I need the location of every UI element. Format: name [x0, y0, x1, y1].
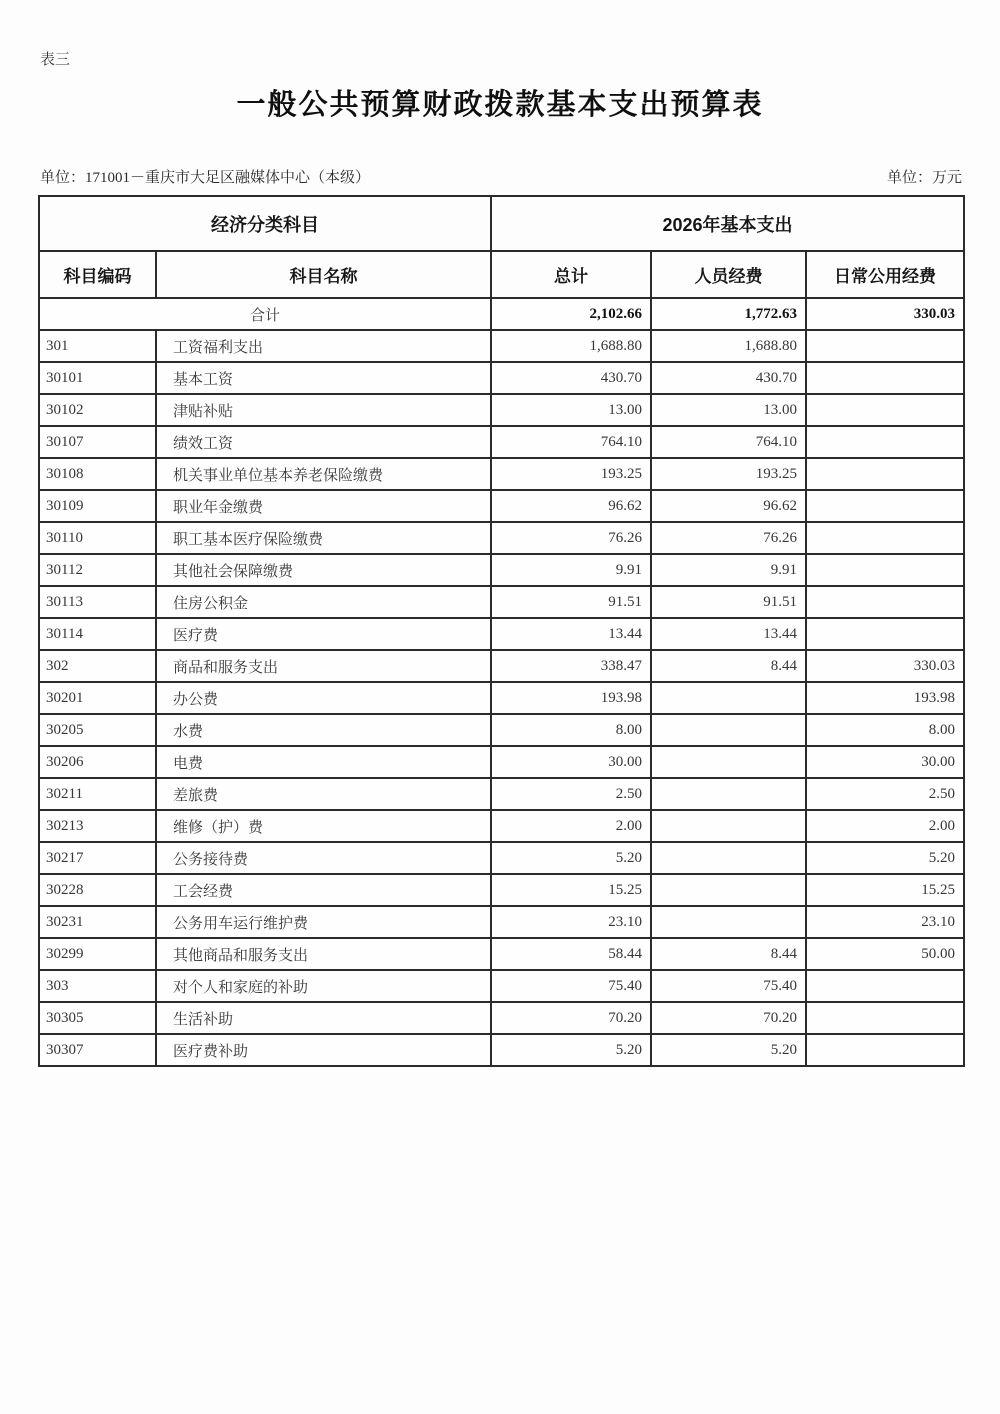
grand-total-row	[39, 298, 964, 330]
subject-code-cell: 302	[39, 650, 156, 682]
personnel-cell: 13.44	[651, 618, 806, 650]
table-row	[39, 1034, 964, 1066]
subject-name-cell: 机关事业单位基本养老保险缴费	[156, 458, 491, 490]
total-cell: 76.26	[491, 522, 651, 554]
personnel-cell	[651, 682, 806, 714]
column-header-subject-name: 科目名称	[156, 251, 491, 298]
table-row	[39, 330, 964, 362]
daily-cell: 5.20	[806, 842, 964, 874]
daily-cell	[806, 554, 964, 586]
personnel-cell: 9.91	[651, 554, 806, 586]
subject-code-cell: 30112	[39, 554, 156, 586]
subject-name-cell: 水费	[156, 714, 491, 746]
subject-name-cell: 其他商品和服务支出	[156, 938, 491, 970]
total-cell: 91.51	[491, 586, 651, 618]
total-cell: 75.40	[491, 970, 651, 1002]
subject-name-cell: 基本工资	[156, 362, 491, 394]
subject-code-cell: 30307	[39, 1034, 156, 1066]
daily-cell	[806, 458, 964, 490]
subject-name-cell: 公务接待费	[156, 842, 491, 874]
subject-name-cell: 维修（护）费	[156, 810, 491, 842]
subject-code-cell: 30217	[39, 842, 156, 874]
daily-cell: 193.98	[806, 682, 964, 714]
subject-name-cell: 医疗费	[156, 618, 491, 650]
header-economic-classification: 经济分类科目	[39, 196, 491, 251]
personnel-cell	[651, 714, 806, 746]
subject-name-cell: 绩效工资	[156, 426, 491, 458]
subject-name-cell: 医疗费补助	[156, 1034, 491, 1066]
personnel-cell	[651, 778, 806, 810]
daily-cell: 50.00	[806, 938, 964, 970]
subject-code-cell: 30113	[39, 586, 156, 618]
personnel-cell: 764.10	[651, 426, 806, 458]
subject-code-cell: 30231	[39, 906, 156, 938]
daily-cell	[806, 1034, 964, 1066]
personnel-cell	[651, 874, 806, 906]
total-cell: 5.20	[491, 842, 651, 874]
personnel-cell: 5.20	[651, 1034, 806, 1066]
daily-cell	[806, 490, 964, 522]
total-row-label: 合计	[39, 298, 491, 330]
personnel-cell: 193.25	[651, 458, 806, 490]
table-row	[39, 650, 964, 682]
total-cell: 23.10	[491, 906, 651, 938]
subject-name-cell: 对个人和家庭的补助	[156, 970, 491, 1002]
table-row	[39, 746, 964, 778]
subject-code-cell: 30211	[39, 778, 156, 810]
table-row	[39, 810, 964, 842]
daily-cell: 2.50	[806, 778, 964, 810]
table-row	[39, 874, 964, 906]
subject-name-cell: 工会经费	[156, 874, 491, 906]
total-cell: 9.91	[491, 554, 651, 586]
subject-name-cell: 其他社会保障缴费	[156, 554, 491, 586]
personnel-cell: 91.51	[651, 586, 806, 618]
table-row	[39, 394, 964, 426]
daily-cell	[806, 970, 964, 1002]
subject-code-cell: 30110	[39, 522, 156, 554]
subject-name-cell: 差旅费	[156, 778, 491, 810]
total-cell: 338.47	[491, 650, 651, 682]
subject-code-cell: 30201	[39, 682, 156, 714]
daily-cell	[806, 586, 964, 618]
daily-cell	[806, 426, 964, 458]
subject-name-cell: 津贴补贴	[156, 394, 491, 426]
personnel-cell: 76.26	[651, 522, 806, 554]
total-row-personnel-value: 1,772.63	[651, 298, 806, 330]
subject-code-cell: 30213	[39, 810, 156, 842]
subject-name-cell: 工资福利支出	[156, 330, 491, 362]
subject-name-cell: 商品和服务支出	[156, 650, 491, 682]
personnel-cell: 13.00	[651, 394, 806, 426]
personnel-cell	[651, 746, 806, 778]
table-row	[39, 906, 964, 938]
personnel-cell: 1,688.80	[651, 330, 806, 362]
subject-name-cell: 住房公积金	[156, 586, 491, 618]
column-header-subject-code: 科目编码	[39, 251, 156, 298]
budget-table	[38, 195, 965, 1067]
subject-name-cell: 办公费	[156, 682, 491, 714]
daily-cell: 8.00	[806, 714, 964, 746]
table-row	[39, 938, 964, 970]
total-cell: 2.50	[491, 778, 651, 810]
personnel-cell	[651, 810, 806, 842]
personnel-cell: 96.62	[651, 490, 806, 522]
table-row	[39, 586, 964, 618]
table-row	[39, 426, 964, 458]
page-title: 一般公共预算财政拨款基本支出预算表	[236, 89, 764, 121]
total-cell: 193.98	[491, 682, 651, 714]
total-cell: 1,688.80	[491, 330, 651, 362]
table-row	[39, 970, 964, 1002]
subject-code-cell: 30305	[39, 1002, 156, 1034]
daily-cell: 15.25	[806, 874, 964, 906]
total-cell: 430.70	[491, 362, 651, 394]
daily-cell: 330.03	[806, 650, 964, 682]
subject-name-cell: 职工基本医疗保险缴费	[156, 522, 491, 554]
subject-name-cell: 公务用车运行维护费	[156, 906, 491, 938]
unit-name-label: 单位：171001－重庆市大足区融媒体中心（本级）	[40, 170, 371, 186]
column-header-personnel-funds: 人员经费	[651, 251, 806, 298]
subject-code-cell: 30108	[39, 458, 156, 490]
subject-code-cell: 30205	[39, 714, 156, 746]
daily-cell	[806, 362, 964, 394]
personnel-cell: 75.40	[651, 970, 806, 1002]
total-row-daily-value: 330.03	[806, 298, 964, 330]
total-cell: 30.00	[491, 746, 651, 778]
total-cell: 2.00	[491, 810, 651, 842]
daily-cell	[806, 522, 964, 554]
subject-code-cell: 30299	[39, 938, 156, 970]
personnel-cell: 70.20	[651, 1002, 806, 1034]
table-row	[39, 490, 964, 522]
total-cell: 764.10	[491, 426, 651, 458]
subject-code-cell: 30102	[39, 394, 156, 426]
table-row	[39, 522, 964, 554]
subject-name-cell: 职业年金缴费	[156, 490, 491, 522]
table-header	[39, 196, 964, 298]
subject-code-cell: 303	[39, 970, 156, 1002]
currency-unit-label: 单位：万元	[886, 170, 962, 186]
subject-code-cell: 30107	[39, 426, 156, 458]
table-row	[39, 554, 964, 586]
daily-cell	[806, 330, 964, 362]
subject-code-cell: 30101	[39, 362, 156, 394]
personnel-cell: 8.44	[651, 650, 806, 682]
subject-code-cell: 30206	[39, 746, 156, 778]
table-body	[39, 298, 964, 1066]
subject-name-cell: 生活补助	[156, 1002, 491, 1034]
personnel-cell: 8.44	[651, 938, 806, 970]
table-number-label: 表三	[40, 52, 71, 68]
daily-cell: 23.10	[806, 906, 964, 938]
subject-code-cell: 30228	[39, 874, 156, 906]
subject-code-cell: 301	[39, 330, 156, 362]
personnel-cell: 430.70	[651, 362, 806, 394]
column-header-daily-public-funds: 日常公用经费	[806, 251, 964, 298]
total-cell: 8.00	[491, 714, 651, 746]
daily-cell: 30.00	[806, 746, 964, 778]
header-column-row	[39, 251, 964, 298]
personnel-cell	[651, 842, 806, 874]
daily-cell	[806, 1002, 964, 1034]
subject-code-cell: 30109	[39, 490, 156, 522]
total-cell: 15.25	[491, 874, 651, 906]
daily-cell	[806, 394, 964, 426]
total-cell: 5.20	[491, 1034, 651, 1066]
header-basic-expenditure-2026: 2026年基本支出	[491, 196, 964, 251]
total-cell: 70.20	[491, 1002, 651, 1034]
total-cell: 193.25	[491, 458, 651, 490]
table-row	[39, 618, 964, 650]
total-cell: 13.44	[491, 618, 651, 650]
table-row	[39, 1002, 964, 1034]
daily-cell	[806, 618, 964, 650]
table-row	[39, 778, 964, 810]
table-row	[39, 842, 964, 874]
total-cell: 58.44	[491, 938, 651, 970]
total-row-total-value: 2,102.66	[491, 298, 651, 330]
table-row	[39, 362, 964, 394]
subject-name-cell: 电费	[156, 746, 491, 778]
unit-info-row	[40, 166, 962, 187]
table-row	[39, 458, 964, 490]
header-group-row	[39, 196, 964, 251]
daily-cell: 2.00	[806, 810, 964, 842]
column-header-total: 总计	[491, 251, 651, 298]
table-row	[39, 682, 964, 714]
total-cell: 96.62	[491, 490, 651, 522]
table-row	[39, 714, 964, 746]
total-cell: 13.00	[491, 394, 651, 426]
subject-code-cell: 30114	[39, 618, 156, 650]
personnel-cell	[651, 906, 806, 938]
